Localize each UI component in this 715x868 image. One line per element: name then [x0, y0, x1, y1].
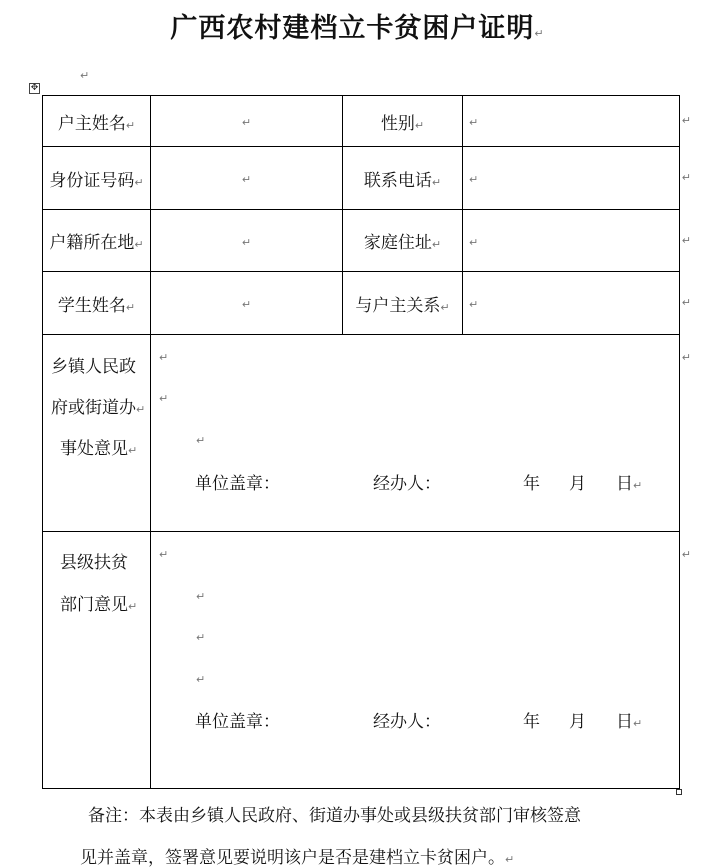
- head-name-label-cell: [43, 96, 151, 147]
- town-day-label: 日↵: [616, 474, 643, 494]
- paragraph-mark-icon: ↵: [128, 444, 138, 457]
- county-day-label: 日↵: [616, 712, 643, 732]
- id-number-value-cell[interactable]: [151, 147, 343, 210]
- paragraph-mark-icon: ↵: [431, 238, 442, 251]
- paragraph-mark-icon: ↵: [469, 173, 479, 186]
- table-row: [43, 210, 680, 272]
- relationship-value-cell[interactable]: [463, 272, 691, 335]
- home-address-label: 家庭住址: [363, 233, 432, 253]
- table-row: [43, 532, 680, 789]
- paragraph-mark-icon: ↵: [128, 600, 138, 613]
- paragraph-mark-icon: ↵: [469, 116, 479, 129]
- row-end-mark-icon: ↵: [681, 114, 691, 127]
- county-opinion-label-line-2: 部门意见↵: [60, 595, 138, 615]
- paragraph-mark-icon: ↵: [241, 235, 252, 249]
- note-line-2: 见并盖章，签署意见要说明该户是否是建档立卡贫困户。↵: [80, 848, 515, 868]
- county-opinion-label-line-1: 县级扶贫: [60, 553, 128, 573]
- paragraph-mark-icon: ↵: [159, 548, 169, 561]
- home-address-value-cell[interactable]: [463, 210, 691, 272]
- note-line-1: 备注：本表由乡镇人民政府、街道办事处或县级扶贫部门审核签意: [88, 806, 581, 826]
- county-year-label: 年: [523, 712, 540, 732]
- paragraph-mark-icon: ↵: [534, 27, 545, 40]
- table-row: [43, 335, 680, 532]
- household-registration-value-cell[interactable]: [151, 210, 343, 272]
- paragraph-mark-icon: ↵: [125, 300, 136, 314]
- paragraph-mark-icon: ↵: [469, 298, 479, 311]
- paragraph-mark-icon: ↵: [241, 116, 252, 129]
- student-name-label: 学生姓名: [57, 295, 126, 316]
- document-title: [0, 6, 715, 45]
- row-end-mark-icon: ↵: [681, 351, 691, 364]
- paragraph-mark-icon: ↵: [241, 173, 252, 186]
- paragraph-mark-icon: ↵: [196, 434, 206, 447]
- paragraph-mark-icon: ↵: [134, 175, 144, 189]
- paragraph-mark-icon: ↵: [134, 238, 144, 251]
- head-name-label: 户主姓名: [57, 113, 126, 134]
- town-opinion-label-line-1: 乡镇人民政: [51, 357, 136, 377]
- paragraph-mark-icon: ↵: [136, 403, 146, 416]
- paragraph-mark-icon: ↵: [633, 717, 643, 730]
- row-end-mark-icon: ↵: [681, 233, 691, 247]
- paragraph-mark-icon: ↵: [431, 175, 442, 189]
- phone-label-cell: [343, 147, 463, 210]
- gender-label-cell: [343, 96, 463, 147]
- table-resize-handle-icon[interactable]: [676, 789, 682, 795]
- table-row: [43, 96, 680, 147]
- phone-value-cell[interactable]: [463, 147, 691, 210]
- paragraph-mark-icon: ↵: [505, 853, 515, 866]
- county-opinion-label-cell: [43, 532, 151, 789]
- home-address-label-cell: [343, 210, 463, 272]
- town-opinion-label-line-2: 府或街道办↵: [51, 398, 146, 418]
- row-end-mark-icon: ↵: [681, 296, 691, 309]
- town-opinion-label-cell: [43, 335, 151, 532]
- town-opinion-label-line-3: 事处意见↵: [60, 439, 138, 459]
- household-registration-label-cell: [43, 210, 151, 272]
- paragraph-mark-icon: ↵: [125, 118, 136, 132]
- table-row: [43, 272, 680, 335]
- paragraph-mark-icon: ↵: [80, 69, 90, 82]
- student-name-label-cell: [43, 272, 151, 335]
- paragraph-mark-icon: ↵: [159, 351, 169, 364]
- town-seal-label: 单位盖章：: [195, 474, 280, 494]
- paragraph-mark-icon: ↵: [440, 300, 450, 314]
- head-name-value-cell[interactable]: [151, 96, 343, 147]
- paragraph-mark-icon: ↵: [196, 590, 206, 603]
- county-handler-label: 经办人：: [373, 712, 441, 732]
- town-handler-label: 经办人：: [373, 474, 441, 494]
- relationship-label: 与户主关系: [355, 295, 441, 316]
- county-month-label: 月: [569, 712, 586, 732]
- table-move-handle-icon[interactable]: ✥: [30, 83, 39, 93]
- county-seal-label: 单位盖章：: [195, 712, 280, 732]
- certificate-form-table: [42, 95, 691, 789]
- county-opinion-content-cell[interactable]: [151, 532, 691, 789]
- id-number-label: 身份证号码: [49, 170, 135, 191]
- phone-label: 联系电话: [363, 170, 432, 191]
- title-text: 广西农村建档立卡贫困户证明: [170, 13, 535, 44]
- gender-label: 性别: [380, 113, 415, 134]
- paragraph-mark-icon: ↵: [196, 631, 206, 644]
- relationship-label-cell: [343, 272, 463, 335]
- town-opinion-content-cell[interactable]: [151, 335, 691, 532]
- household-registration-label: 户籍所在地: [49, 233, 135, 253]
- paragraph-mark-icon: ↵: [414, 118, 425, 132]
- town-month-label: 月: [569, 474, 586, 494]
- town-year-label: 年: [523, 474, 540, 494]
- paragraph-mark-icon: ↵: [241, 298, 252, 311]
- id-number-label-cell: [43, 147, 151, 210]
- row-end-mark-icon: ↵: [681, 171, 691, 184]
- paragraph-mark-icon: ↵: [469, 235, 479, 249]
- row-end-mark-icon: ↵: [681, 548, 691, 561]
- paragraph-mark-icon: ↵: [633, 479, 643, 492]
- student-name-value-cell[interactable]: [151, 272, 343, 335]
- table-row: [43, 147, 680, 210]
- paragraph-mark-icon: ↵: [159, 392, 169, 405]
- paragraph-mark-icon: ↵: [196, 673, 206, 686]
- gender-value-cell[interactable]: [463, 96, 691, 147]
